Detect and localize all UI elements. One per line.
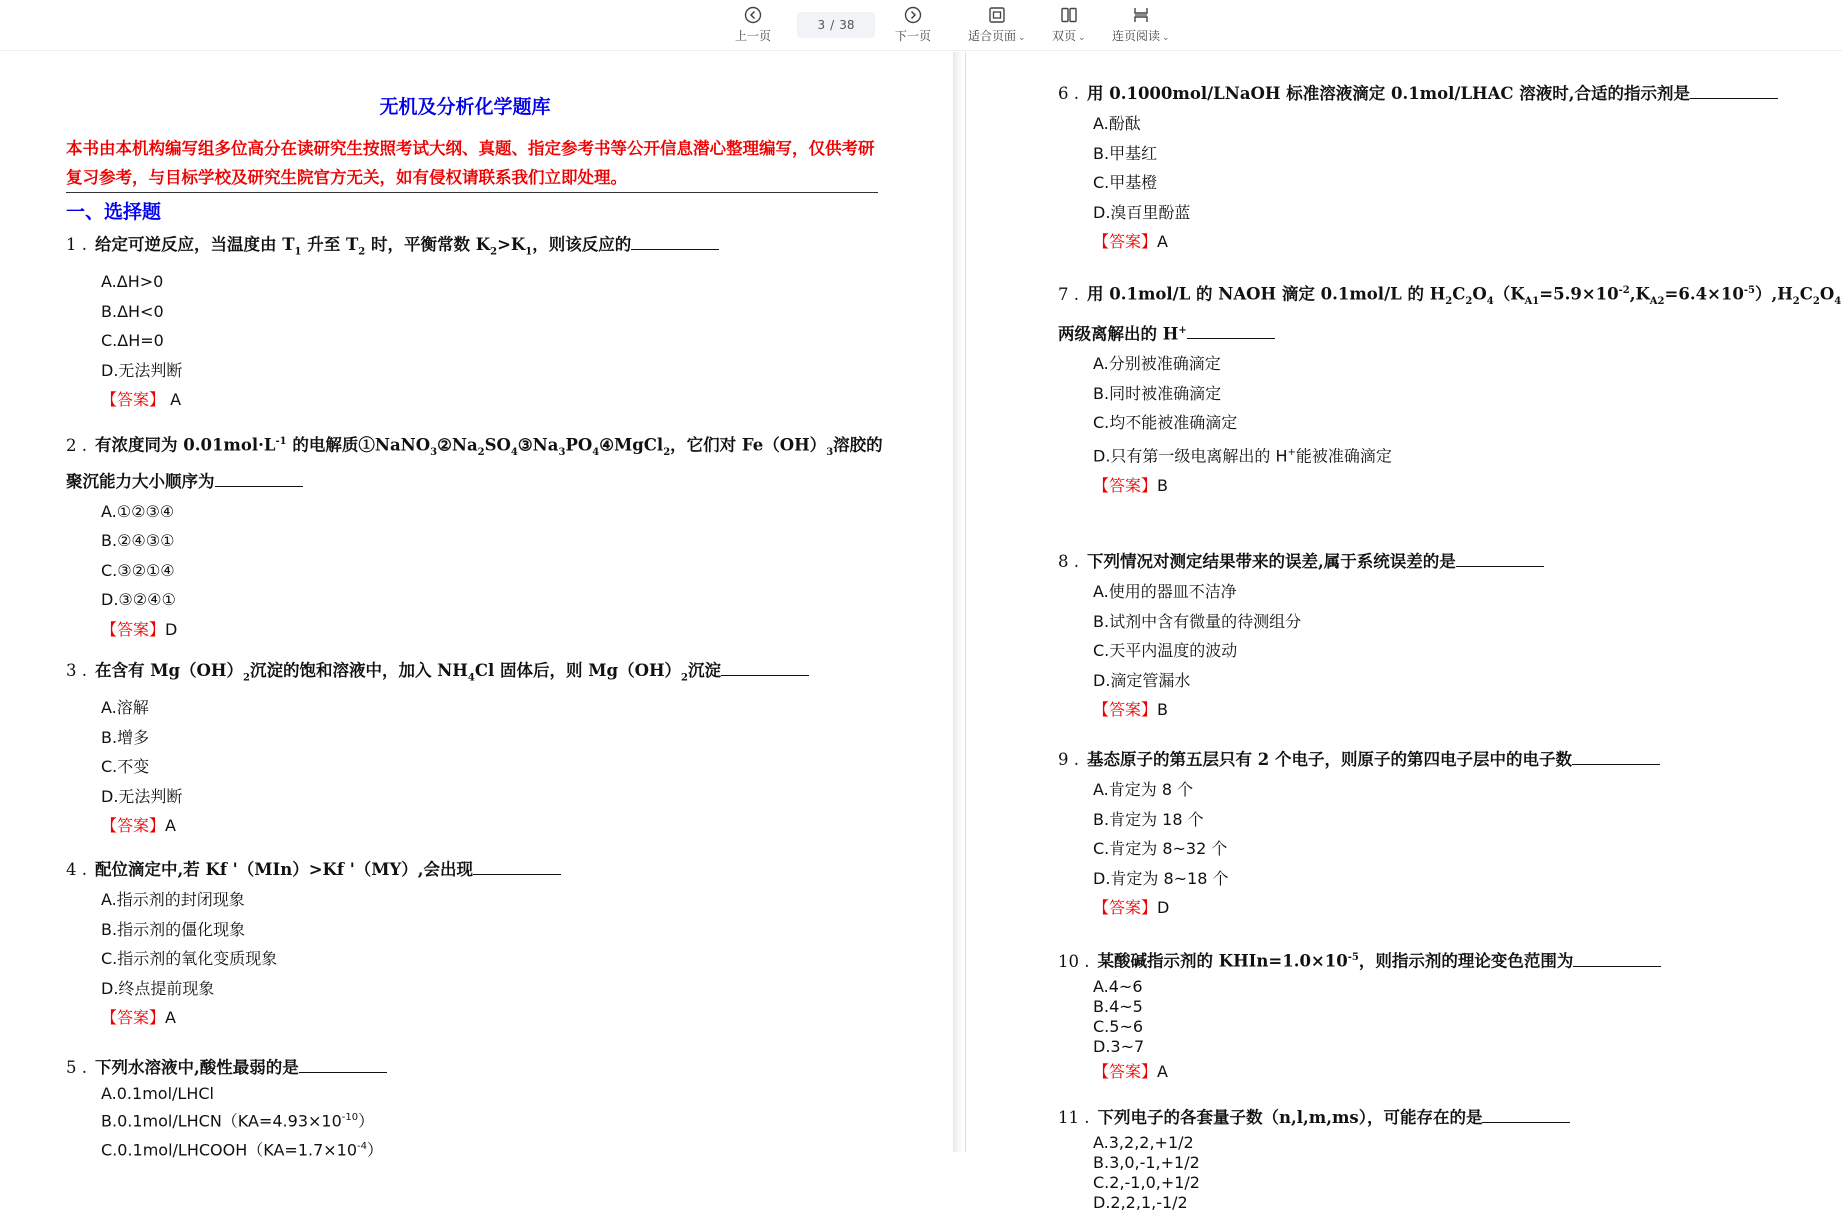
answer-value: A (170, 390, 182, 410)
option-d: D.无法判断 (101, 360, 183, 380)
page-current[interactable]: 3 (817, 18, 826, 32)
double-page-icon (1060, 6, 1078, 24)
option-a: A.酚酞 (1093, 114, 1141, 133)
prev-page-label: 上一页 (735, 29, 772, 43)
answer-value: A (165, 1008, 176, 1027)
option-a: A.使用的器皿不洁净 (1093, 582, 1237, 601)
answer-line (1093, 893, 1848, 923)
viewer-toolbar (0, 0, 1842, 51)
answer-line (1093, 695, 1848, 725)
question-6 (1058, 79, 1848, 257)
question-11 (1058, 1103, 1848, 1213)
question-2 (66, 427, 886, 644)
answer-value: A (1157, 232, 1168, 251)
options-list (101, 1083, 886, 1164)
answer-blank (721, 659, 809, 676)
question-stem (66, 855, 886, 884)
question-stem: 1 . 给定可逆反应，当温度由 $T_1$ 升至 $T_2$ 时，平衡常数 $K_2>K_1$，则该反应的 (66, 230, 886, 266)
question-stem (1058, 547, 1848, 576)
option-a: A.溶解 (101, 698, 149, 718)
option-a: A.0.1mol/LHCl (101, 1084, 214, 1103)
answer-label: 【答案】 (101, 390, 166, 410)
question-stem (1058, 1103, 1848, 1132)
answer-line (101, 811, 886, 841)
answer-value: B (1157, 700, 1168, 719)
document-page-left (52, 52, 952, 1160)
option-b: B.4~5 (1093, 996, 1143, 1016)
options-list (101, 497, 886, 645)
answer-line (101, 1003, 886, 1033)
continuous-scroll-icon (1132, 6, 1150, 24)
options-list (1093, 1133, 1848, 1213)
notice-divider (66, 192, 878, 193)
answer-label: 【答案】 (101, 619, 166, 639)
fit-page-label: 适合页面 (968, 29, 1017, 43)
option-d: D.③②④① (101, 590, 176, 610)
question-text: 下列电子的各套量子数（n,l,m,ms），可能存在的是 (1097, 1108, 1483, 1127)
answer-blank (473, 858, 561, 875)
option-a: A.①②③④ (101, 501, 175, 521)
option-c: C.均不能被准确滴定 (1093, 413, 1238, 433)
question-number: 5 . (66, 1058, 87, 1077)
option-d: D.2,2,1,-1/2 (1093, 1193, 1188, 1212)
document-page-right (1044, 52, 1842, 1212)
answer-blank (215, 470, 303, 487)
option-c: C.天平内温度的波动 (1093, 641, 1238, 660)
options-list (1093, 775, 1848, 923)
option-a: A.肯定为 8 个 (1093, 780, 1194, 799)
question-number: 2 . (66, 435, 87, 455)
chevron-down-icon: ⌄ (1078, 33, 1086, 43)
page-indicator[interactable] (797, 12, 875, 38)
question-stem (66, 1053, 886, 1082)
option-d: D.无法判断 (101, 786, 183, 806)
answer-label: 【答案】 (1093, 1061, 1158, 1081)
page-total: 38 (839, 18, 855, 32)
answer-blank (1187, 322, 1275, 339)
option-c: C.ΔH=0 (101, 331, 164, 351)
options-list (101, 885, 886, 1033)
prev-page-button[interactable] (735, 6, 771, 44)
chevron-left-circle-icon (744, 6, 762, 24)
question-number: 10 . (1058, 951, 1090, 971)
question-text: 下列情况对测定结果带来的误差,属于系统误差的是 (1087, 552, 1456, 571)
next-page-button[interactable] (895, 6, 931, 44)
answer-blank (299, 1056, 387, 1073)
option-d: D.3~7 (1093, 1036, 1145, 1056)
option-b: $B.0.1mol/LHCN(KA=4.93\times 10^{-10})$ (101, 1111, 375, 1131)
option-c: C.2,-1,0,+1/2 (1093, 1173, 1200, 1192)
option-a: A.指示剂的封闭现象 (101, 890, 245, 909)
answer-blank (1573, 950, 1661, 967)
double-page-button[interactable] (1052, 6, 1086, 44)
answer-line (1093, 471, 1848, 501)
answer-label: 【答案】 (1093, 475, 1158, 495)
option-c: C.肯定为 8~32 个 (1093, 839, 1228, 858)
answer-blank (631, 233, 719, 250)
options-list (1093, 977, 1848, 1087)
answer-label: 【答案】 (1093, 700, 1158, 719)
continuous-read-button[interactable] (1112, 6, 1170, 44)
page-gutter (953, 52, 963, 1152)
question-number: 6 . (1058, 84, 1079, 103)
option-a: A.3,2,2,+1/2 (1093, 1133, 1194, 1152)
option-c: C.③②①④ (101, 560, 175, 580)
option-b: B.肯定为 18 个 (1093, 809, 1204, 829)
chevron-down-icon: ⌄ (1018, 33, 1026, 43)
options-list (1093, 349, 1848, 500)
option-b: B.指示剂的僵化现象 (101, 919, 246, 939)
option-d: D.滴定管漏水 (1093, 670, 1191, 690)
question-number: 7 . (1058, 284, 1079, 304)
question-stem (1058, 745, 1848, 774)
answer-line (1093, 1057, 1848, 1087)
option-b: B.增多 (101, 727, 150, 747)
fit-page-button[interactable] (968, 6, 1026, 44)
question-10 (1058, 943, 1848, 1086)
option-c: C.不变 (101, 757, 150, 777)
chevron-right-circle-icon (904, 6, 922, 24)
answer-value: B (1157, 475, 1168, 495)
options-list (1093, 109, 1848, 257)
next-page-label: 下一页 (895, 29, 932, 43)
answer-value: A (165, 816, 176, 836)
question-8 (1058, 547, 1848, 725)
option-b: B.试剂中含有微量的待测组分 (1093, 611, 1302, 631)
question-1 (66, 230, 886, 415)
question-4 (66, 855, 886, 1033)
option-a: A.分别被准确滴定 (1093, 354, 1221, 374)
question-7 (1058, 276, 1848, 500)
option-c: C.指示剂的氧化变质现象 (101, 949, 278, 968)
question-number: 4 . (66, 860, 87, 879)
option-b: B.ΔH<0 (101, 301, 164, 321)
question-number: 11 . (1058, 1108, 1090, 1127)
option-b: B.甲基红 (1093, 143, 1158, 163)
section-heading: 一、选择题 (66, 201, 162, 223)
question-text: 下列水溶液中,酸性最弱的是 (95, 1058, 299, 1077)
question-text: 配位滴定中,若 Kf '（MIn）>Kf '（MY）,会出现 (95, 860, 474, 879)
continuous-read-label: 连页阅读 (1112, 29, 1161, 43)
answer-blank (1482, 1106, 1570, 1123)
page-separator: / (830, 18, 835, 32)
question-5 (66, 1053, 886, 1164)
option-c: C.5~6 (1093, 1016, 1144, 1036)
question-text: 用 0.1000mol/LNaOH 标准溶液滴定 0.1mol/LHAC 溶液时,合适的指示剂是 (1087, 84, 1691, 103)
question-stem: 7 . 用 0.1mol/L 的 NAOH 滴定 0.1mol/L 的 $H_2C_2O_4(K_{A1}=5.9\times 10^{-2},K_{A2}=6.4\times 10^{-5}),H_2C_2O_4$ 两级离解出的 H+ (1058, 284, 1842, 344)
question-number: 8 . (1058, 552, 1079, 571)
double-page-label: 双页 (1052, 29, 1077, 43)
question-stem: 3 . 在含有 $Mg(OH)_2$沉淀的饱和溶液中，加入 $NH_4Cl$ 固体后，则 $Mg(OH)_2$沉淀 (66, 656, 886, 692)
answer-line (101, 385, 886, 415)
option-b: B.3,0,-1,+1/2 (1093, 1153, 1200, 1172)
question-number: 1 . (66, 235, 87, 254)
answer-label: 【答案】 (1093, 232, 1158, 251)
answer-value: D (1157, 898, 1170, 917)
fit-page-icon (988, 6, 1006, 24)
options-list (1093, 577, 1848, 725)
option-c: $C.0.1mol/LHCOOH(KA=1.7\times 10^{-4})$ (101, 1140, 384, 1160)
option-b: B.同时被准确滴定 (1093, 383, 1222, 403)
option-b: B.②④③① (101, 531, 175, 551)
question-number: 3 . (66, 661, 87, 680)
options-list (101, 267, 886, 415)
answer-label: 【答案】 (101, 1008, 166, 1027)
question-stem (1058, 79, 1848, 108)
answer-line (1093, 227, 1848, 257)
answer-label: 【答案】 (1093, 898, 1158, 917)
answer-blank (1572, 748, 1660, 765)
option-a: A.4~6 (1093, 976, 1143, 996)
question-stem: 2 . 有浓度同为 $0.01mol\cdot L^{-1}$ 的电解质$①NaNO_3②Na_2SO_4③Na_3PO_4④MgCl_2$，它们对 $Fe(OH)_3$溶胶的聚沉能力大小顺序为 (66, 435, 883, 491)
document-title: 无机及分析化学题库 (379, 96, 551, 118)
answer-label: 【答案】 (101, 816, 166, 836)
option-d: D.终点提前现象 (101, 978, 215, 998)
option-a: A.ΔH>0 (101, 272, 164, 292)
options-list (101, 693, 886, 841)
page-divider (965, 52, 966, 1152)
copyright-notice: 本书由本机构编写组多位高分在读研究生按照考试大纲、真题、指定参考书等公开信息潜心整理编写，仅供考研复习参考，与目标学校及研究生院官方无关，如有侵权请联系我们立即处理。 (66, 139, 875, 187)
option-c: C.甲基橙 (1093, 173, 1158, 192)
question-number: 9 . (1058, 750, 1079, 769)
question-9 (1058, 745, 1848, 923)
answer-blank (1690, 82, 1778, 99)
option-d: D.肯定为 8~18 个 (1093, 868, 1229, 888)
option-d: D.溴百里酚蓝 (1093, 202, 1191, 222)
answer-line (101, 615, 886, 645)
answer-value: D (165, 619, 178, 639)
question-3 (66, 656, 886, 841)
answer-blank (1456, 550, 1544, 567)
question-stem: 10 . 某酸碱指示剂的 $KHIn=1.0\times 10^{-5}$，则指示剂的理论变色范围为 (1058, 943, 1848, 976)
chevron-down-icon: ⌄ (1162, 33, 1170, 43)
option-d: D.只有第一级电离解出的 H+能被准确滴定 (1093, 446, 1392, 466)
answer-value: A (1157, 1061, 1168, 1081)
question-text: 基态原子的第五层只有 2 个电子，则原子的第四电子层中的电子数 (1087, 750, 1572, 769)
